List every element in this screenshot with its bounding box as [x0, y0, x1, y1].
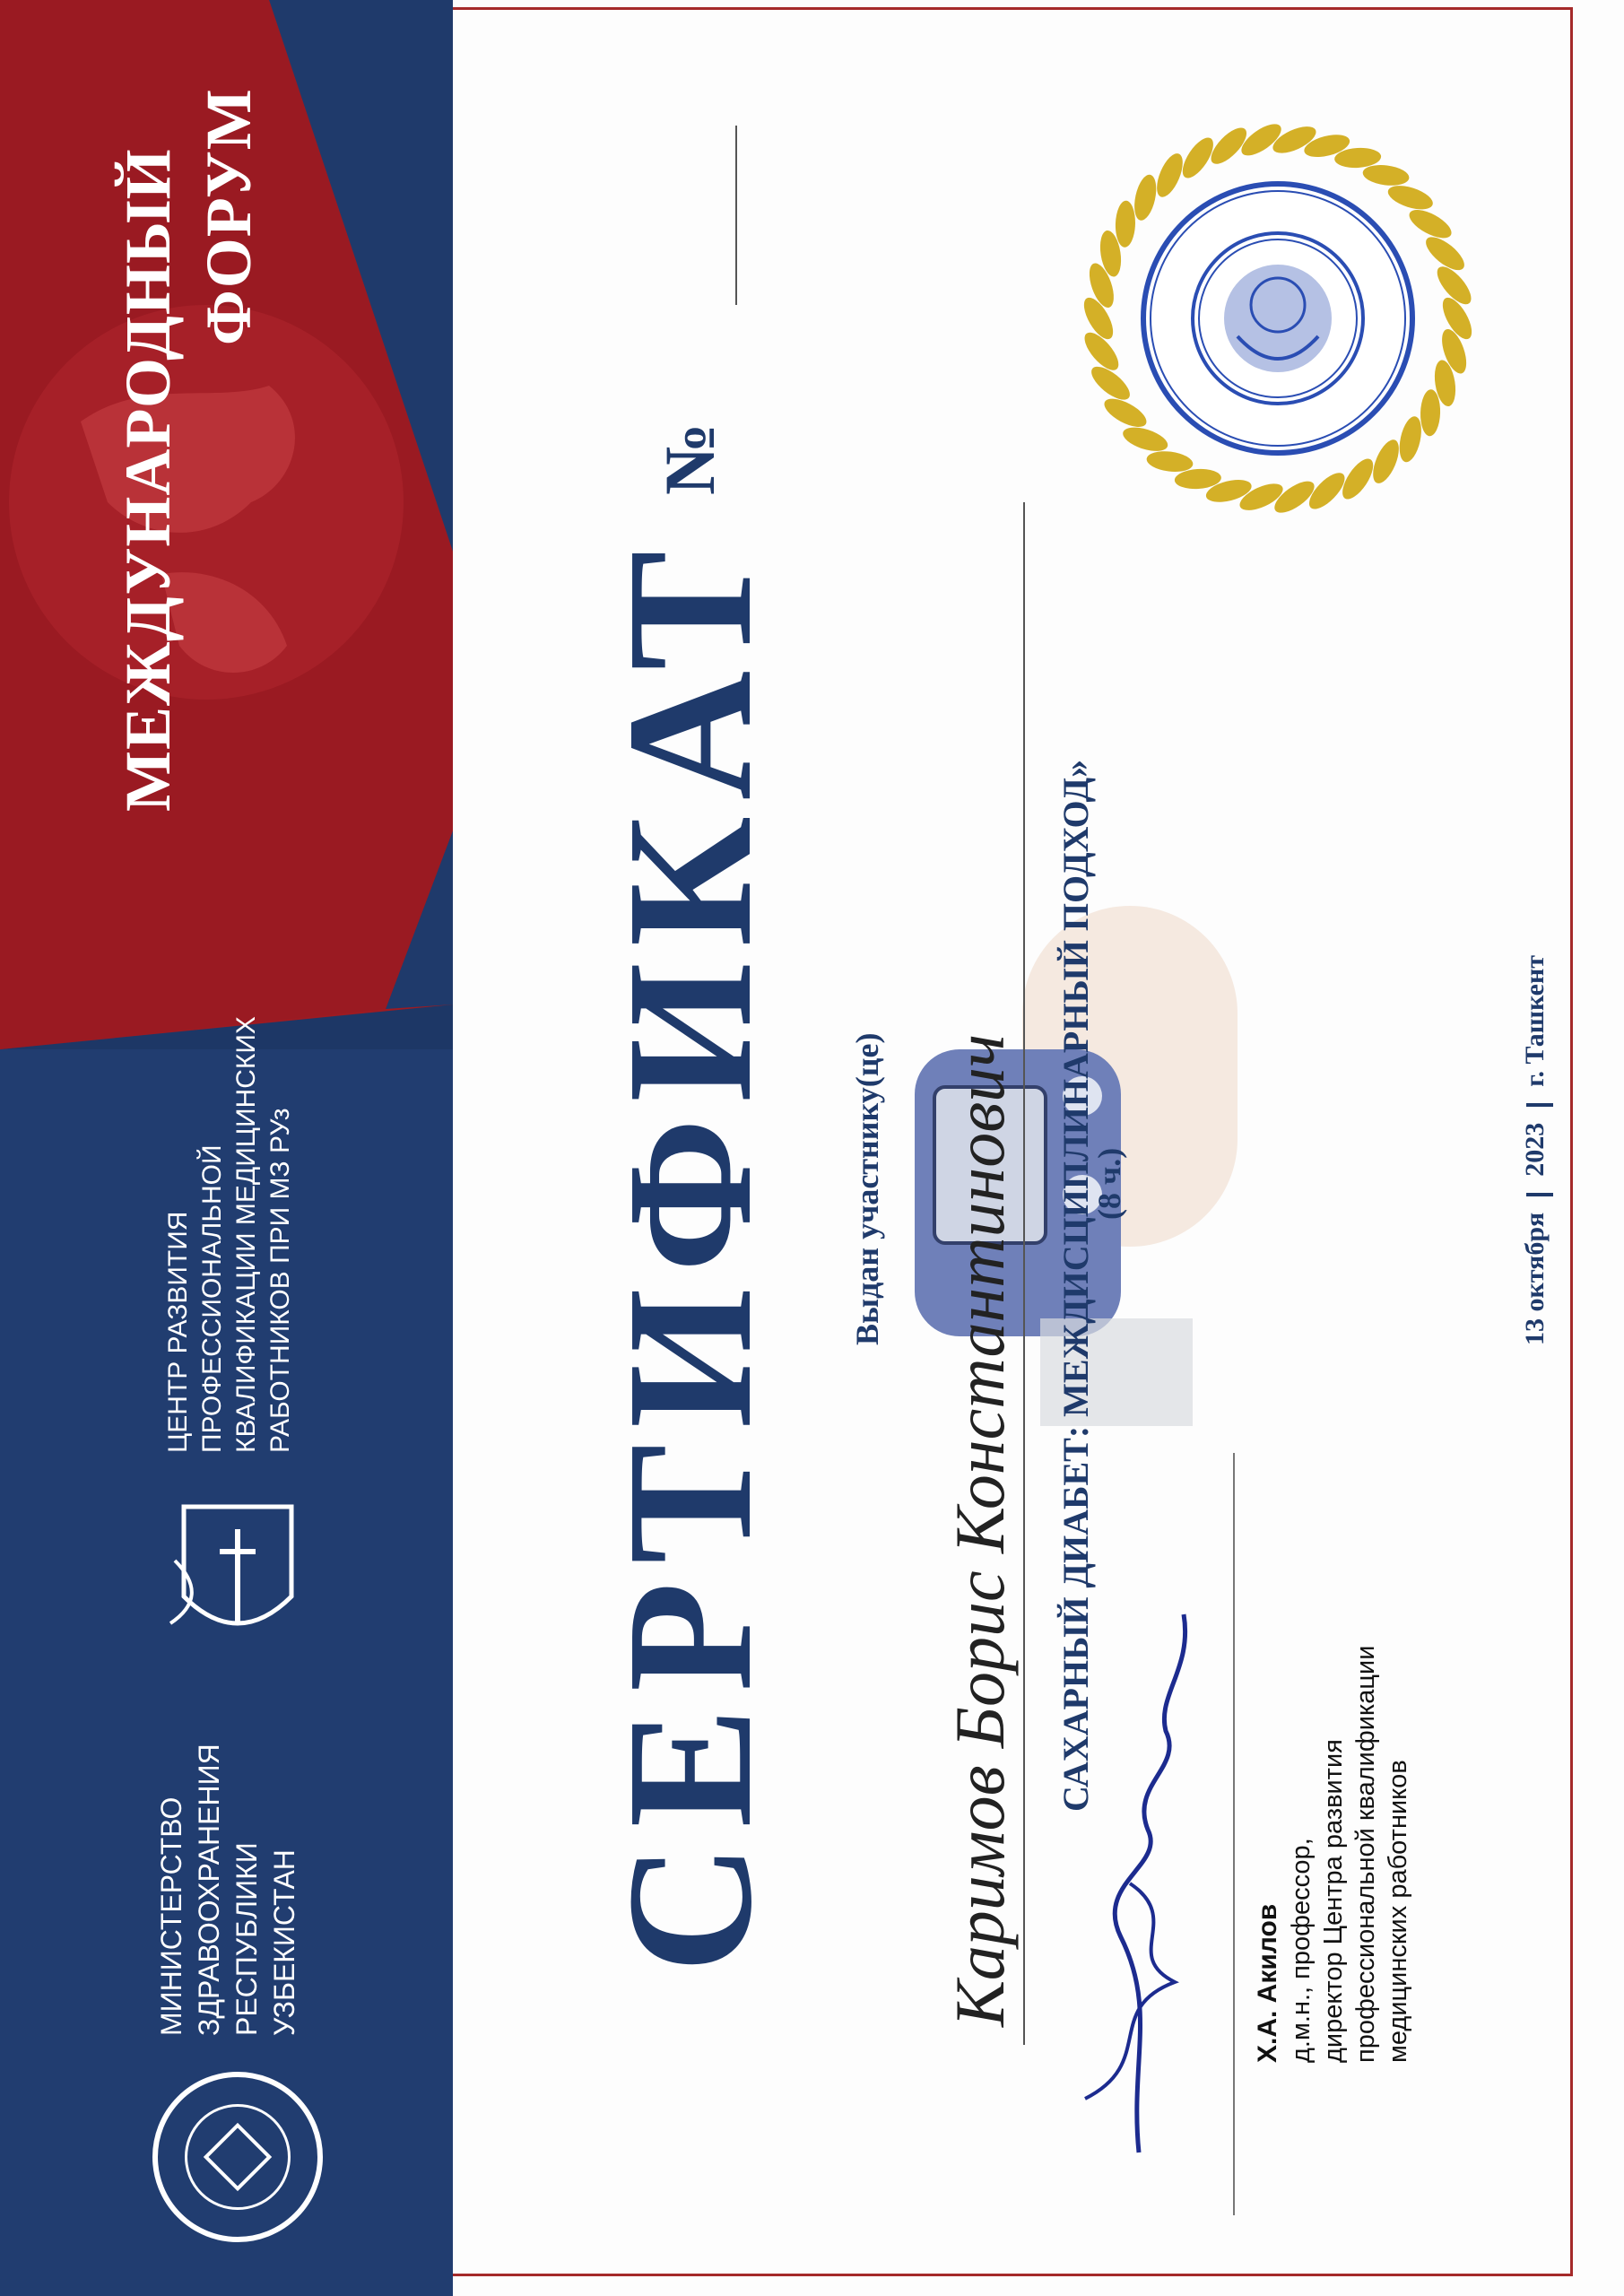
laurel-leaf — [1368, 436, 1404, 486]
signatory-block — [1251, 1507, 1414, 2063]
center-line: ПРОФЕССИОНАЛЬНОЙ — [197, 1144, 227, 1453]
ministry-line: РЕСПУБЛИКИ — [230, 1842, 263, 2036]
ministry-emblem-icon — [152, 2072, 323, 2242]
ministry-line: МИНИСТЕРСТВО — [155, 1796, 187, 2036]
official-seal-icon — [1054, 94, 1502, 543]
issued-to-label: Выдан участнику(це) — [849, 1032, 885, 1345]
laurel-leaf — [1120, 422, 1170, 456]
certificate-number-label: № — [651, 422, 730, 495]
date-separator — [1526, 1103, 1553, 1107]
date-block — [1520, 879, 1553, 1345]
center-emblem-icon — [157, 1489, 309, 1659]
forum-title-block — [108, 40, 269, 812]
center-line: ЦЕНТР РАЗВИТИЯ — [163, 1211, 193, 1453]
issue-date: 13 октября — [1520, 1212, 1550, 1345]
title-block — [583, 179, 798, 1973]
course-hours: (8 ч.) — [1091, 1147, 1127, 1220]
center-line: КВАЛИФИКАЦИИ МЕДИЦИНСКИХ — [231, 1016, 261, 1453]
date-separator — [1526, 1193, 1553, 1196]
laurel-leaf — [1115, 200, 1136, 248]
laurel-leaf — [1151, 150, 1188, 200]
signatory-title-line: профессиональной квалификации — [1351, 1645, 1380, 2063]
center-block — [161, 951, 298, 1453]
laurel-leaf — [1131, 173, 1160, 223]
forum-title-line2: ФОРУМ — [193, 88, 265, 345]
certificate-title: СЕРТИФИКАТ — [591, 534, 789, 1973]
laurel-leaf — [1420, 389, 1441, 437]
signatory-title-line: медицинских работников — [1384, 1760, 1412, 2063]
certificate-number-line — [735, 126, 737, 305]
signatory-title-line: д.м.н., профессор, — [1287, 1838, 1316, 2063]
signatory-title-line: директор Центра развития — [1319, 1739, 1348, 2063]
laurel-leaf — [1395, 414, 1425, 465]
forum-title-line1: МЕЖДУНАРОДНЫЙ — [112, 148, 184, 812]
signature-line — [1233, 1453, 1235, 2215]
participant-block — [937, 502, 1025, 2045]
course-title: САХАРНЫЙ ДИАБЕТ: МЕЖДИСЦИПЛИНАРНЫЙ ПОДХОД» — [1055, 759, 1096, 1812]
signatory-name: Х.А. Акилов — [1253, 1903, 1282, 2063]
laurel-leaf — [1145, 448, 1194, 474]
participant-name: Каримов Борис Константинович — [937, 502, 1025, 2045]
ministry-block — [152, 1731, 303, 2036]
issue-city: г. Ташкент — [1520, 955, 1550, 1087]
signature-icon — [1031, 1561, 1246, 2188]
issued-to-block — [847, 807, 887, 1345]
ministry-line: УЗБЕКИСТАН — [268, 1849, 300, 2036]
laurel-leaf — [1385, 181, 1436, 214]
laurel-leaf — [1361, 162, 1410, 187]
center-line: РАБОТНИКОВ ПРИ МЗ РУз — [265, 1108, 295, 1453]
issue-year: 2023 — [1520, 1122, 1550, 1177]
hours-block — [1090, 1040, 1129, 1220]
ministry-line: ЗДРАВООХРАНЕНИЯ — [193, 1744, 225, 2036]
